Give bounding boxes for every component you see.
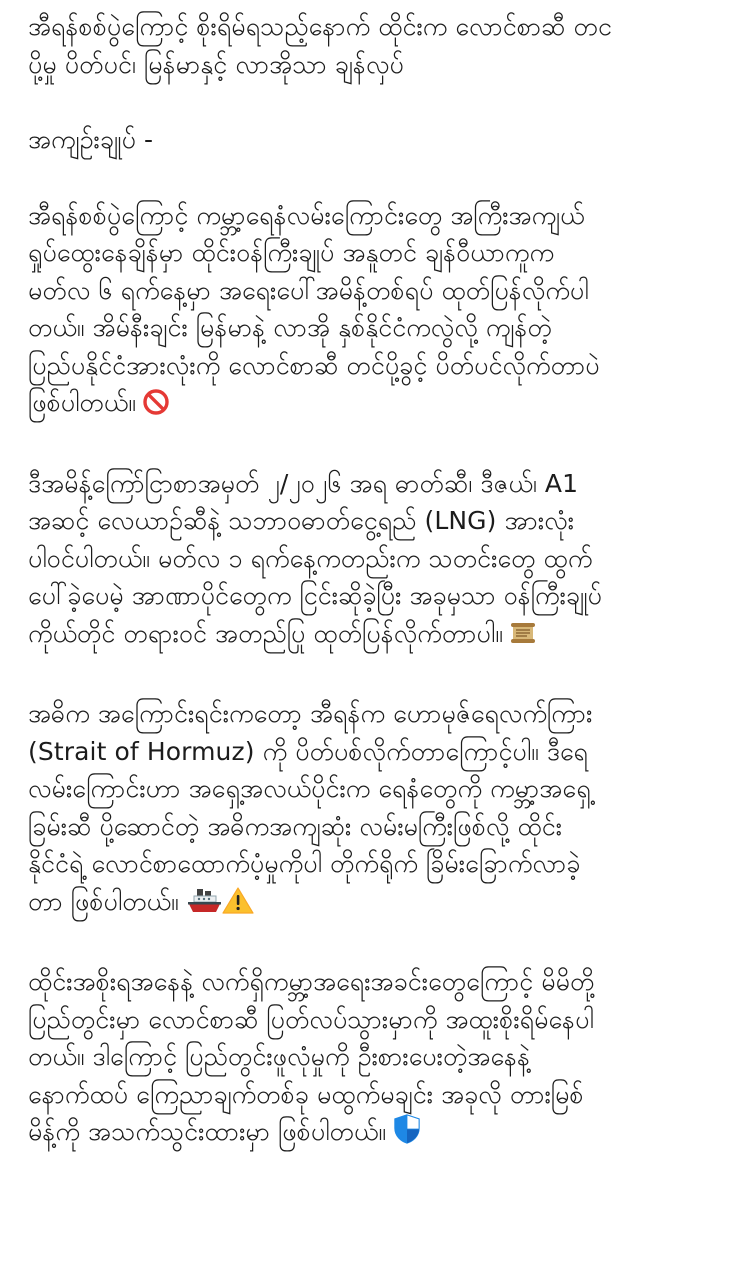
- paragraph-gap: [28, 83, 728, 121]
- summary-label: [28, 121, 728, 159]
- text-line-with-emoji: [28, 615, 728, 658]
- text-line: မိန့်ကို အသက်သွင်းထားမှာ ဖြစ်ပါတယ်။: [28, 1117, 387, 1146]
- text-line: ပါဝင်ပါတယ်။ မတ်လ ၁ ရက်နေ့ကတည်းက သတင်းတွေ ထွက်: [28, 543, 593, 573]
- post-title: [28, 8, 728, 83]
- text-line: ပို့မှု ပိတ်ပင်၊ မြန်မာနှင့် လာအိုသာ ချန်လှပ်: [28, 49, 404, 79]
- text-line: ခြမ်းဆီ ပို့ဆောင်တဲ့ အဓိကအကျဆုံး လမ်းမကြီးဖြစ်လို့ ထိုင်း: [28, 811, 563, 841]
- ship-icon: [188, 889, 221, 912]
- text-line: တာ ဖြစ်ပါတယ်။: [28, 886, 179, 916]
- paragraph-4: [28, 963, 728, 1156]
- text-line: ပေါ်ခဲ့ပေမဲ့ အာဏာပိုင်တွေက ငြင်းဆိုခဲ့ပြီး အခုမှသာ ဝန်ကြီးချုပ်: [28, 581, 602, 610]
- paragraph-gap: [28, 159, 728, 197]
- text-line: တယ်။ ဒါကြောင့် ပြည်တွင်းဖူလုံမှုကို ဦးစားပေးတဲ့အနေနဲ့: [28, 1042, 531, 1071]
- text-line: လမ်းကြောင်းဟာ အရှေ့အလယ်ပိုင်းက ရေနံတွေကို ကမ္ဘာ့အရှေ့: [28, 774, 591, 803]
- text-line: အကျဉ်းချုပ် -: [28, 125, 154, 154]
- post-body: [28, 8, 728, 1156]
- text-line-with-emoji: [28, 1113, 728, 1156]
- paragraph-2: [28, 465, 728, 658]
- paragraph-gap: [28, 925, 728, 963]
- paragraph-3: [28, 695, 728, 925]
- text-line: (Strait of Hormuz) ကို ပိတ်ပစ်လိုက်တာကြောင့်ပါ။ ဒီရေ: [28, 736, 588, 766]
- text-line: အဓိက အကြောင်းရင်းကတော့ အီရန်က ဟောမုဇ်ရေလက်ကြား: [28, 699, 593, 728]
- paragraph-gap: [28, 657, 728, 695]
- text-line: တယ်။ အိမ်နီးချင်း မြန်မာနဲ့ လာအို နှစ်နိုင်ငံကလွဲလို့ ကျန်တဲ့: [28, 313, 552, 342]
- no-entry-icon: [142, 388, 170, 427]
- text-line: ပြည်ပနိုင်ငံအားလုံးကို လောင်စာဆီ တင်ပို့ခွင့် ပိတ်ပင်လိုက်တာပဲ: [28, 350, 600, 380]
- text-line: ဒီအမိန့်ကြော်ငြာစာအမှတ် ၂/၂၀၂၆ အရ ဓာတ်ဆီ၊ ဒီဇယ်၊ A1: [28, 468, 579, 498]
- text-line: ဖြစ်ပါတယ်။: [28, 388, 136, 417]
- text-line: ကိုယ်တိုင် တရားဝင် အတည်ပြု ထုတ်ပြန်လိုက်တာပါ။: [28, 618, 503, 648]
- text-line: ပြည်တွင်းမှာ လောင်စာဆီ ပြတ်လပ်သွားမှာကို အထူးစိုးရိမ်နေပါ: [28, 1004, 594, 1034]
- text-line-with-emoji: [28, 883, 728, 926]
- text-line-with-emoji: [28, 384, 728, 427]
- text-line: နိုင်ငံရဲ့ လောင်စာထောက်ပံ့မှုကိုပါ တိုက်ရိုက် ခြိမ်းခြောက်လာခဲ့: [28, 849, 581, 878]
- text-line: အီရန်စစ်ပွဲကြောင့် ကမ္ဘာ့ရေနံလမ်းကြောင်းတွေ အကြီးအကျယ်: [28, 200, 585, 230]
- paragraph-1: [28, 197, 728, 427]
- scroll-icon: [509, 619, 537, 658]
- text-line: အဆင့် လေယာဉ်ဆီနဲ့ သဘာဝဓာတ်ငွေ့ရည် (LNG) အားလုံး: [28, 506, 575, 535]
- shield-icon: [392, 1113, 422, 1156]
- paragraph-gap: [28, 427, 728, 465]
- text-line: အီရန်စစ်ပွဲကြောင့် စိုးရိမ်ရသည့်နောက် ထိုင်းက လောင်စာဆီ တင: [28, 12, 612, 41]
- text-line: ရှုပ်ထွေးနေချိန်မှာ ထိုင်းဝန်ကြီးချုပ် အနူတင် ချန်ဝီယာကူက: [28, 238, 555, 267]
- text-line: မတ်လ ၆ ရက်နေ့မှာ အရေးပေါ်အမိန့်တစ်ရပ် ထုတ်ပြန်လိုက်ပါ: [28, 275, 589, 305]
- ship-warning-icon: [185, 885, 255, 926]
- text-line: နောက်ထပ် ကြေညာချက်တစ်ခု မထွက်မချင်း အခုလို တားမြစ်: [28, 1079, 584, 1109]
- text-line: ထိုင်းအစိုးရအနေနဲ့ လက်ရှိကမ္ဘာ့အရေးအခင်းတွေကြောင့် မိမိတို့: [28, 967, 595, 996]
- warning-icon: [223, 888, 253, 913]
